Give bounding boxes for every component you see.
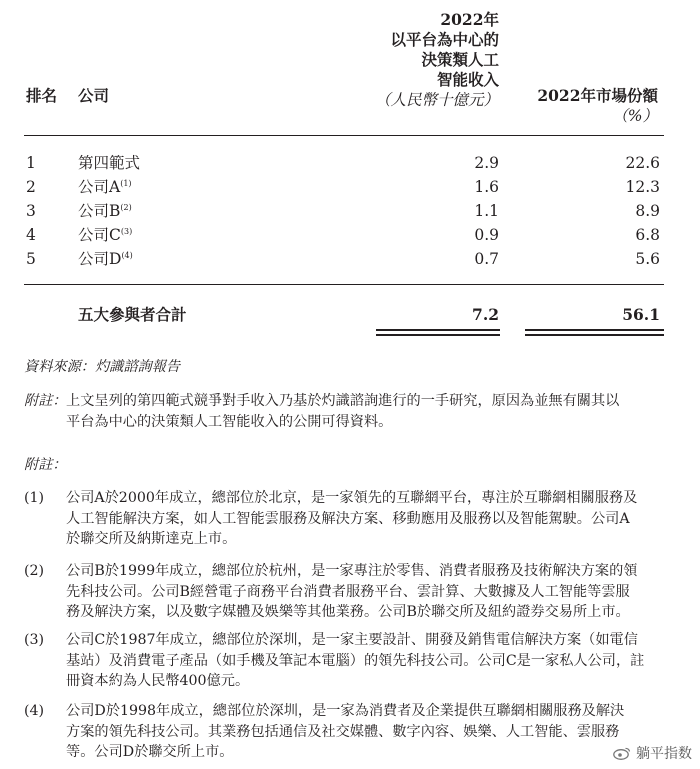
row-share: 22.6: [625, 154, 660, 172]
header-revenue-line-2: 以平台為中心的: [390, 30, 499, 49]
total-revenue-double-rule-bottom: [376, 334, 500, 336]
total-share-double-rule-top: [525, 329, 664, 331]
note-line: 於聯交所及納斯達克上市。: [66, 531, 237, 547]
row-revenue: 1.6: [474, 178, 499, 196]
header-revenue-line-1: 2022年: [440, 10, 499, 29]
table-body: [0, 153, 700, 273]
total-label: 五大參與者合計: [78, 305, 187, 324]
row-company: 公司$D^{(4)}$: [78, 250, 133, 268]
row-rank: 5: [26, 250, 36, 268]
note-number: (1): [24, 490, 45, 506]
row-share: 5.6: [635, 250, 660, 268]
header-rule: [24, 135, 664, 136]
note-line: 公司B於1999年成立，總部位於杭州，是一家專注於零售、消費者服務及技術解決方案的領: [66, 563, 638, 579]
row-revenue: 0.9: [474, 226, 499, 244]
table-row: [0, 225, 700, 249]
note-line: 公司C於1987年成立，總部位於深圳，是一家主要設計、開發及銷售電信解決方案（如電信: [66, 632, 638, 648]
total-revenue: 7.2: [472, 305, 499, 324]
note-line: 等。公司D於聯交所上市。: [66, 744, 234, 760]
row-revenue: 1.1: [474, 202, 499, 220]
note-2: [24, 561, 674, 623]
notes-label: 附註：: [24, 457, 67, 473]
header-revenue-unit: （人民幣十億元）: [374, 91, 499, 109]
row-company: 公司$B^{(2)}$: [78, 202, 132, 220]
note-4: [24, 701, 674, 763]
row-revenue: 2.9: [474, 154, 499, 172]
note-line: 基站）及消費電子產品（如手機及筆記本電腦）的領先科技公司。公司C是一家私人公司，註: [66, 652, 645, 669]
row-company: 公司$A^{(1)}$: [78, 178, 132, 196]
source-note: 資料來源：灼識諮詢報告: [24, 359, 181, 375]
row-rank: 1: [26, 154, 36, 172]
row-share: 6.8: [635, 226, 660, 244]
total-share: 56.1: [622, 305, 660, 324]
watermark: [613, 743, 692, 763]
footnote-marker: (4): [121, 250, 133, 260]
note-line: 務及解決方案，以及數字媒體及娛樂等其他業務。公司B於聯交所及紐約證券交易所上市。: [66, 604, 630, 620]
header-rank: 排名: [26, 86, 58, 105]
total-top-rule: [24, 284, 664, 285]
note-line: 先科技公司。公司B經營電子商務平台消費者服務平台、雲計算、大數據及人工智能等雲服: [66, 583, 630, 600]
row-company: 第四範式: [78, 154, 141, 172]
remark-line: 平台為中心的決策類人工智能收入的公開可得資料。: [66, 413, 393, 430]
row-share: 12.3: [625, 178, 660, 196]
row-rank: 3: [26, 202, 36, 220]
note-number: (4): [24, 703, 45, 719]
row-rank: 4: [26, 226, 36, 244]
total-share-double-rule-bottom: [525, 334, 664, 336]
note-number: (3): [24, 632, 45, 648]
footnote-marker: (1): [120, 178, 132, 188]
remark-label: 附註：: [24, 393, 67, 409]
note-line: 方案的領先科技公司。其業務包括通信及社交媒體、數字內容、娛樂、人工智能、雲服務: [66, 723, 620, 740]
note-line: 人工智能解決方案，如人工智能雲服務及解決方案、移動應用及服務以及智能駕駛。公司A: [66, 510, 630, 527]
note-line: 公司D於1998年成立，總部位於深圳，是一家為消費者及企業提供互聯網相關服務及解決: [66, 703, 625, 719]
remark-block: [24, 391, 674, 432]
header-share-unit: （%）: [612, 107, 658, 125]
table-row: [0, 153, 700, 177]
header-company: 公司: [78, 86, 110, 105]
row-revenue: 0.7: [474, 250, 499, 268]
remark-line: 上文呈列的第四範式競爭對手收入乃基於灼識諮詢進行的一手研究，原因為並無有關其以: [66, 393, 620, 409]
header-revenue: [375, 10, 499, 110]
header-share: [537, 86, 658, 126]
total-revenue-double-rule-top: [376, 329, 500, 331]
table-row: [0, 249, 700, 273]
weibo-logo-icon: [613, 746, 631, 760]
header-revenue-line-4: 智能收入: [436, 70, 499, 89]
note-3: [24, 630, 674, 692]
row-rank: 2: [26, 178, 36, 196]
footnote-marker: (3): [120, 226, 133, 236]
footnote-marker: (2): [120, 202, 132, 212]
note-line: 冊資本約為人民幣400億元。: [66, 673, 250, 689]
note-1: [24, 488, 674, 550]
table-row: [0, 201, 700, 225]
watermark-text: 躺平指数: [636, 746, 692, 762]
header-share-line: 2022年市場份額: [537, 86, 658, 105]
row-share: 8.9: [635, 202, 660, 220]
note-number: (2): [24, 563, 45, 579]
table-row: [0, 177, 700, 201]
header-revenue-line-3: 決策類人工: [421, 50, 499, 69]
note-line: 公司A於2000年成立，總部位於北京，是一家領先的互聯網平台，專注於互聯網相關服務及: [66, 490, 638, 506]
row-company: 公司$C^{(3)}$: [78, 226, 133, 244]
